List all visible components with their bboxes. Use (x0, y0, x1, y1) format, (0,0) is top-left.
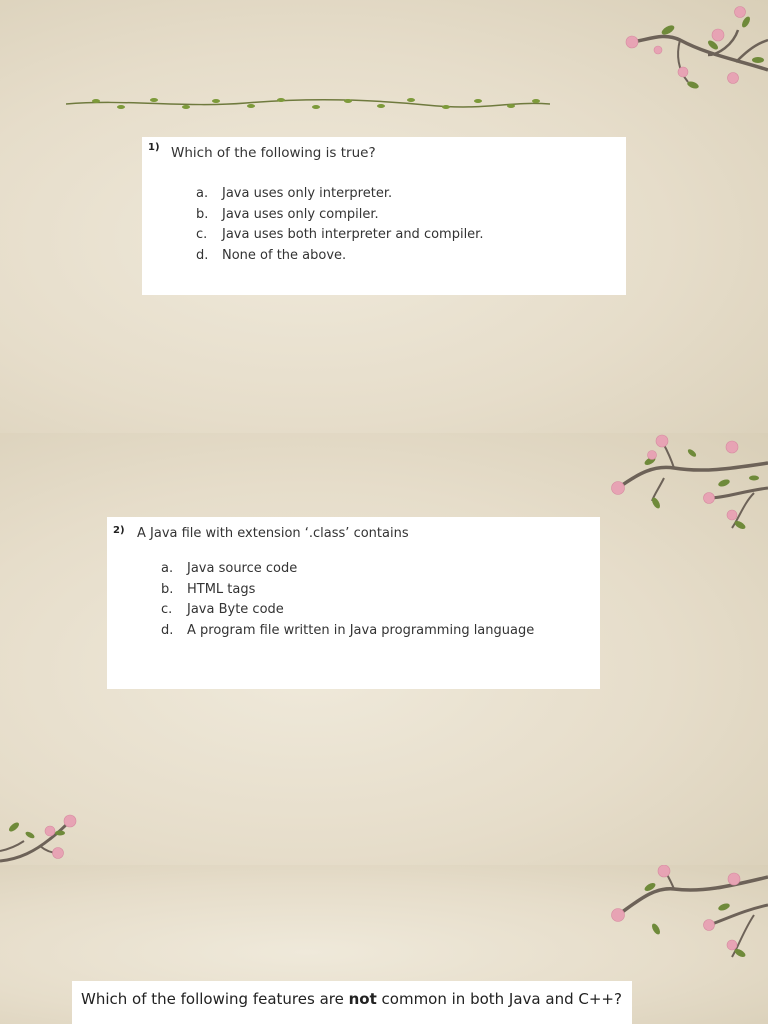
slide-1 (0, 0, 768, 433)
slide-2 (0, 433, 768, 865)
question-1-number: 1) (148, 142, 160, 153)
question-1-option-d: d. None of the above. (196, 247, 347, 263)
question-1-option-a: a. Java uses only interpreter. (196, 186, 393, 201)
vine-icon (66, 96, 550, 112)
cherry-blossom-branch-icon (0, 811, 80, 865)
question-2-option-a: a. Java source code (161, 561, 298, 576)
question-2-option-c: c. Java Byte code (161, 602, 284, 617)
question-1-option-c: c. Java uses both interpreter and compiler. (196, 227, 484, 242)
cherry-blossom-branch-icon (604, 433, 768, 538)
question-3-text: Which of the following features are not common in both Java and C++? (81, 990, 622, 1008)
slide-3 (0, 865, 768, 1024)
question-1-box (142, 137, 626, 295)
question-1-text: Which of the following is true? (171, 145, 376, 161)
question-2-options (161, 559, 534, 641)
question-2-option-d: d. A program file written in Java programming language (161, 622, 535, 638)
question-2-number: 2) (113, 525, 125, 536)
question-2-option-b: b. HTML tags (161, 581, 256, 597)
question-2-text: A Java file with extension ‘.class’ contains (137, 526, 409, 541)
question-1-options (196, 184, 483, 266)
cherry-blossom-branch-icon (604, 865, 768, 970)
question-3-box (72, 981, 632, 1024)
question-3-emphasis: not (348, 990, 377, 1008)
cherry-blossom-branch-icon (618, 0, 768, 100)
question-2-box (107, 517, 600, 689)
question-1-option-b: b. Java uses only compiler. (196, 206, 379, 222)
